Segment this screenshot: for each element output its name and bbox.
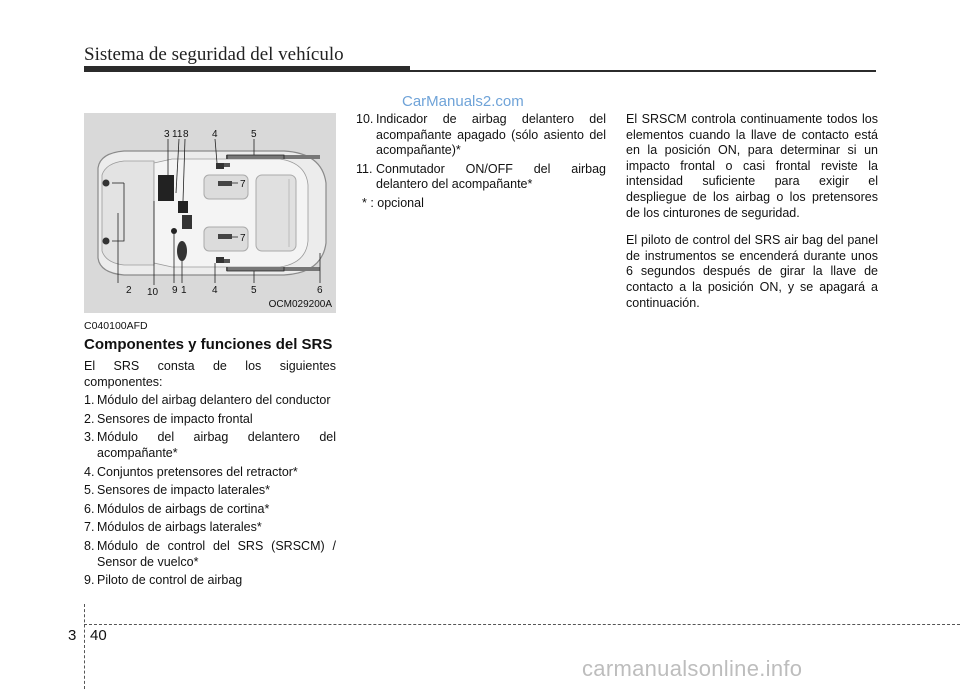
middle-column [356,112,606,212]
header-title: Sistema de seguridad del vehículo [84,44,344,65]
callout-5-bottom: 5 [251,285,257,296]
footer-divider [84,604,85,689]
callout-2: 2 [126,285,132,296]
left-column [84,320,336,592]
callout-10: 10 [147,287,159,298]
list-item: 4. Conjuntos pretensores del retractor* [84,464,298,479]
list-item: 11. Conmutador ON/OFF del airbag delantero del acompañante* [356,161,606,192]
callout-1: 1 [181,285,187,296]
list-item: 6. Módulos de airbags de cortina* [84,501,270,516]
components-list-continued [356,112,606,193]
watermark-footer-link[interactable]: carmanualsonline.info [582,656,803,681]
chapter-number: 3 [68,627,77,644]
callout-4-top: 4 [212,129,218,140]
intro-text: El SRS consta de los siguientes componentes: [84,359,336,389]
figure-code: OCM029200A [268,299,332,310]
callout-7-lower: 7 [240,233,246,244]
callout-7-upper: 7 [240,179,246,190]
callout-4-bottom: 4 [212,285,218,296]
list-item: 8. Módulo de control del SRS (SRSCM) / Sensor de vuelco* [84,538,336,569]
section-heading: Componentes y funciones del SRS [84,336,333,353]
header-rule [410,70,876,72]
callout-6: 6 [317,285,323,296]
footer-rule [84,624,960,625]
header-bar [84,66,410,72]
list-item: 2. Sensores de impacto frontal [84,411,253,426]
car-top-view-illustration [84,113,336,313]
callout-8: 8 [183,129,189,140]
section-code: C040100AFD [84,320,148,332]
callout-9: 9 [172,285,178,296]
srs-diagram [84,113,336,313]
list-item: 10. Indicador de airbag delantero del acompañante apagado (sólo asiento del acompañante)* [356,112,606,158]
list-item: 1. Módulo del airbag delantero del conductor [84,393,331,408]
callout-5-top: 5 [251,129,257,140]
components-list [84,393,336,589]
list-item: 5. Sensores de impacto laterales* [84,483,271,498]
paragraph-srscm: El SRSCM controla continuamente todos los elementos cuando la llave de contacto está en la posición ON, para determinar si un impacto frontal o casi frontal reviste la intensidad suficiente para exigir el despliegue de los airbag o los pretensores de los cinturones de seguridad. [626,112,878,220]
optional-note: * : opcional [362,195,424,210]
list-item: 3. Módulo del airbag delantero del acompañante* [84,430,336,460]
callout-11: 11 [172,129,183,140]
page-number: 40 [90,627,107,644]
paragraph-warning-light: El piloto de control del SRS air bag del panel de instrumentos se encenderá durante unos 6 segundos después de girar la llave de contacto a la posición ON, y se apagará a continuación. [626,233,878,310]
list-item: 9. Piloto de control de airbag [84,573,243,588]
watermark-link[interactable]: CarManuals2.com [402,93,524,110]
right-column [626,112,878,311]
list-item: 7. Módulos de airbags laterales* [84,520,262,535]
callout-3: 3 [164,129,170,140]
